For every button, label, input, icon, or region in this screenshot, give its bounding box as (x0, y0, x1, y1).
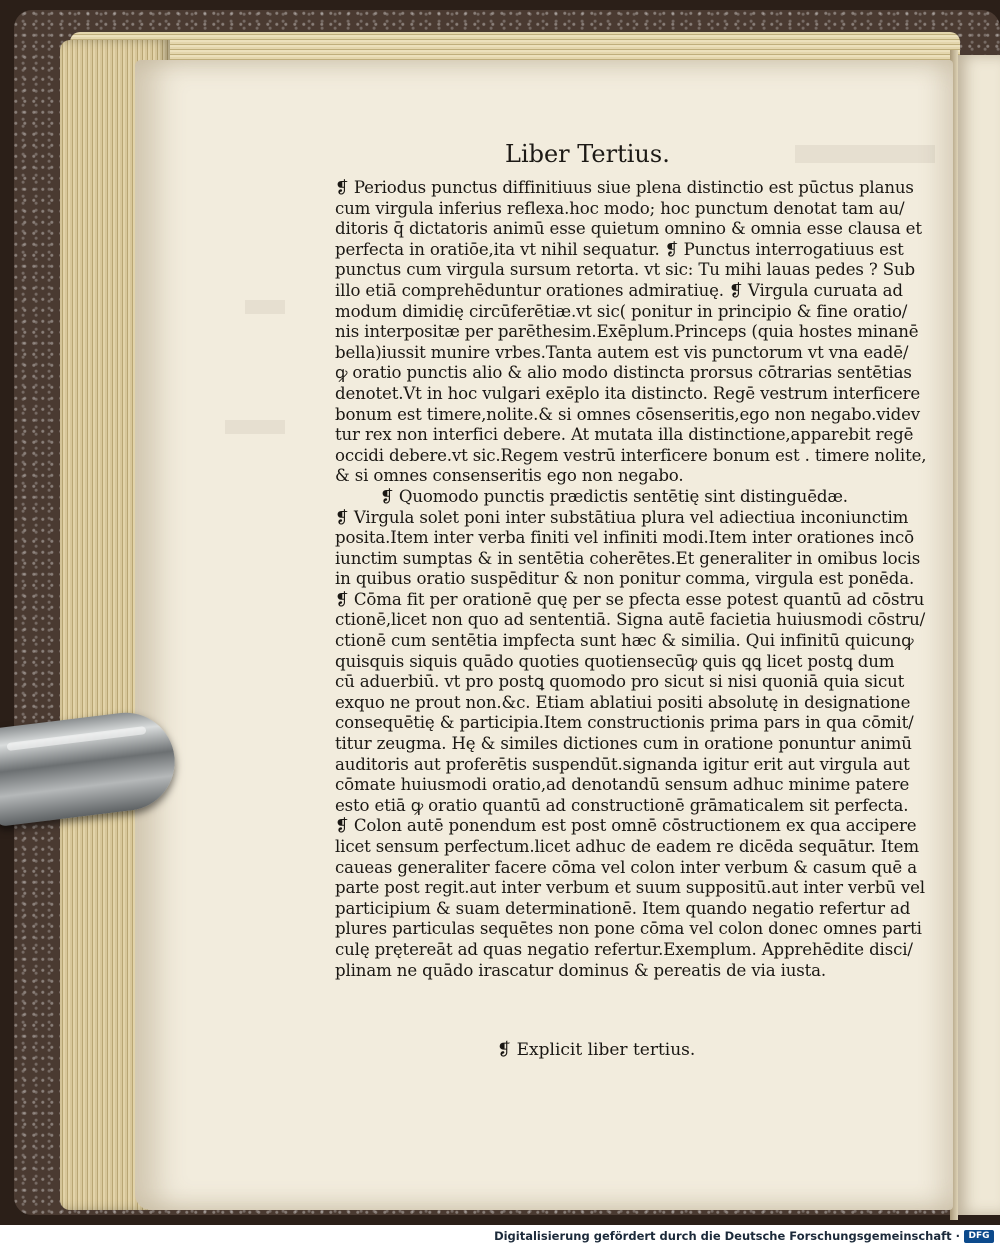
text-line: nis interpositæ per parēthesim.Exēplum.Princeps (quia hostes minanē (335, 322, 919, 342)
text-line: caueas generaliter facere cōma vel colon inter verbum & casum quē a (335, 857, 917, 877)
show-through-mark (795, 145, 935, 163)
funding-credit: Digitalisierung gefördert durch die Deutsche Forschungsgemeinschaft · (494, 1229, 960, 1243)
text-line: ctionē cum sentētia impfecta sunt hæc & similia. Qui infinitū quicunꝙ (335, 631, 914, 651)
text-line: bella)iussit munire vrbes.Tanta autem est vis punctorum vt vna eadē/ (335, 342, 909, 362)
facing-page-edge (955, 55, 1000, 1215)
show-through-mark (225, 420, 285, 434)
text-line: titur zeugma. Hę & similes dictiones cum in oratione ponuntur animū (335, 734, 912, 754)
text-line: in quibus oratio suspēditur & non ponitur comma, virgula est ponēda. (335, 569, 915, 589)
text-line: iunctim sumptas & in sentētia coherētes.Et generaliter in omibus locis (335, 548, 921, 568)
section-heading: ❡ Quomodo punctis prædictis sentētię sint distinguēdæ. (380, 486, 848, 506)
explicit-line: ❡ Explicit liber tertius. (497, 1040, 696, 1060)
text-line: cōmate huiusmodi oratio,ad denotandū sensum adhuc minime patere (335, 775, 910, 795)
text-line: perfecta in oratiōe,ita vt nihil sequatur. ❡ Punctus interrogatiuus est (335, 239, 904, 259)
text-line: participium & suam determinationē. Item quando negatio refertur ad (335, 898, 911, 918)
text-line: denotet.Vt in hoc vulgari exēplo ita distincto. Regē vestrum interficere (335, 383, 921, 403)
text-line: illo etiā comprehēduntur orationes admiratiuę. ❡ Virgula curuata ad (335, 280, 903, 300)
text-line: ctionē,licet non quo ad sententiā. Signa autē facietia huiusmodi cōstru/ (335, 610, 926, 630)
text-line: tur rex non interfici debere. At mutata illa distinctione,apparebit regē (335, 425, 914, 445)
running-head: Liber Tertius. (505, 140, 670, 168)
text-line: occidi debere.vt sic.Regem vestrū interficere bonum est . timere nolite, (335, 445, 927, 465)
text-line: ꝙ oratio punctis alio & alio modo distincta prorsus cōtrarias sentētias (335, 363, 912, 383)
text-line: modum dimidię circūferētiæ.vt sic( ponitur in principio & fine oratio/ (335, 301, 908, 321)
text-line: culę prętereāt ad quas negatio refertur.Exemplum. Apprehēdite disci/ (335, 939, 913, 959)
text-line: quisquis siquis quādo quoties quotiensecūꝙ ꝗuis ꝗꝗ licet postꝗ dum (335, 651, 895, 671)
text-line: ❡ Periodus punctus diffinitiuus siue plena distinctio est pūctus planus (335, 178, 914, 197)
text-line: consequētię & participia.Item constructionis prima pars in qua cōmit/ (335, 713, 914, 733)
text-line: cū aduerbiū. vt pro postꝗ quomodo pro sicut si nisi quoniā quia sicut (335, 672, 905, 692)
text-line: posita.Item inter verba finiti vel infiniti modi.Item inter orationes incō (335, 528, 915, 548)
text-line: parte post regit.aut inter verbum et suum suppositū.aut inter verbū vel (335, 878, 925, 898)
text-line: ❡ Virgula solet poni inter substātiua plura vel adiectiua inconiunctim (335, 507, 909, 527)
text-line: exquo ne prout non.&c. Etiam ablatiui positi absolutę in designatione (335, 692, 911, 712)
show-through-mark (245, 300, 285, 314)
text-line: ❡ Cōma fit per orationē quę per se pfecta esse potest quantū ad cōstru (335, 589, 925, 609)
text-line: licet sensum perfectum.licet adhuc de eadem re dicēda sequātur. Item (335, 837, 919, 856)
text-line: plures particulas sequētes non pone cōma vel colon donec omnes parti (335, 919, 922, 939)
text-line: auditoris aut proferētis suspendūt.signanda igitur erit aut virgula aut (335, 754, 910, 774)
text-line: plinam ne quādo irascatur dominus & pereatis de via iusta. (335, 960, 827, 980)
footer-bar (0, 1225, 1000, 1249)
text-block (335, 178, 927, 981)
text-line: & si omnes consenseritis ego non negabo. (335, 466, 684, 486)
dfg-logo: DFG (964, 1230, 994, 1243)
text-line: cum virgula inferius reflexa.hoc modo; hoc punctum denotat tam au/ (335, 198, 905, 218)
text-line: ❡ Colon autē ponendum est post omnē cōstructionem ex qua accipere (335, 816, 917, 836)
text-line: punctus cum virgula sursum retorta. vt sic: Tu mihi lauas pedes ? Sub (335, 260, 916, 280)
text-line: esto etiā ꝙ oratio quantū ad constructionē grāmaticalem sit perfecta. (335, 795, 909, 815)
text-line: ditoris q̄ dictatoris animū esse quietum omnino & omnia esse clausa et (335, 219, 922, 239)
text-line: bonum est timere,nolite.& si omnes cōsenseritis,ego non negabo.videv (335, 404, 920, 424)
